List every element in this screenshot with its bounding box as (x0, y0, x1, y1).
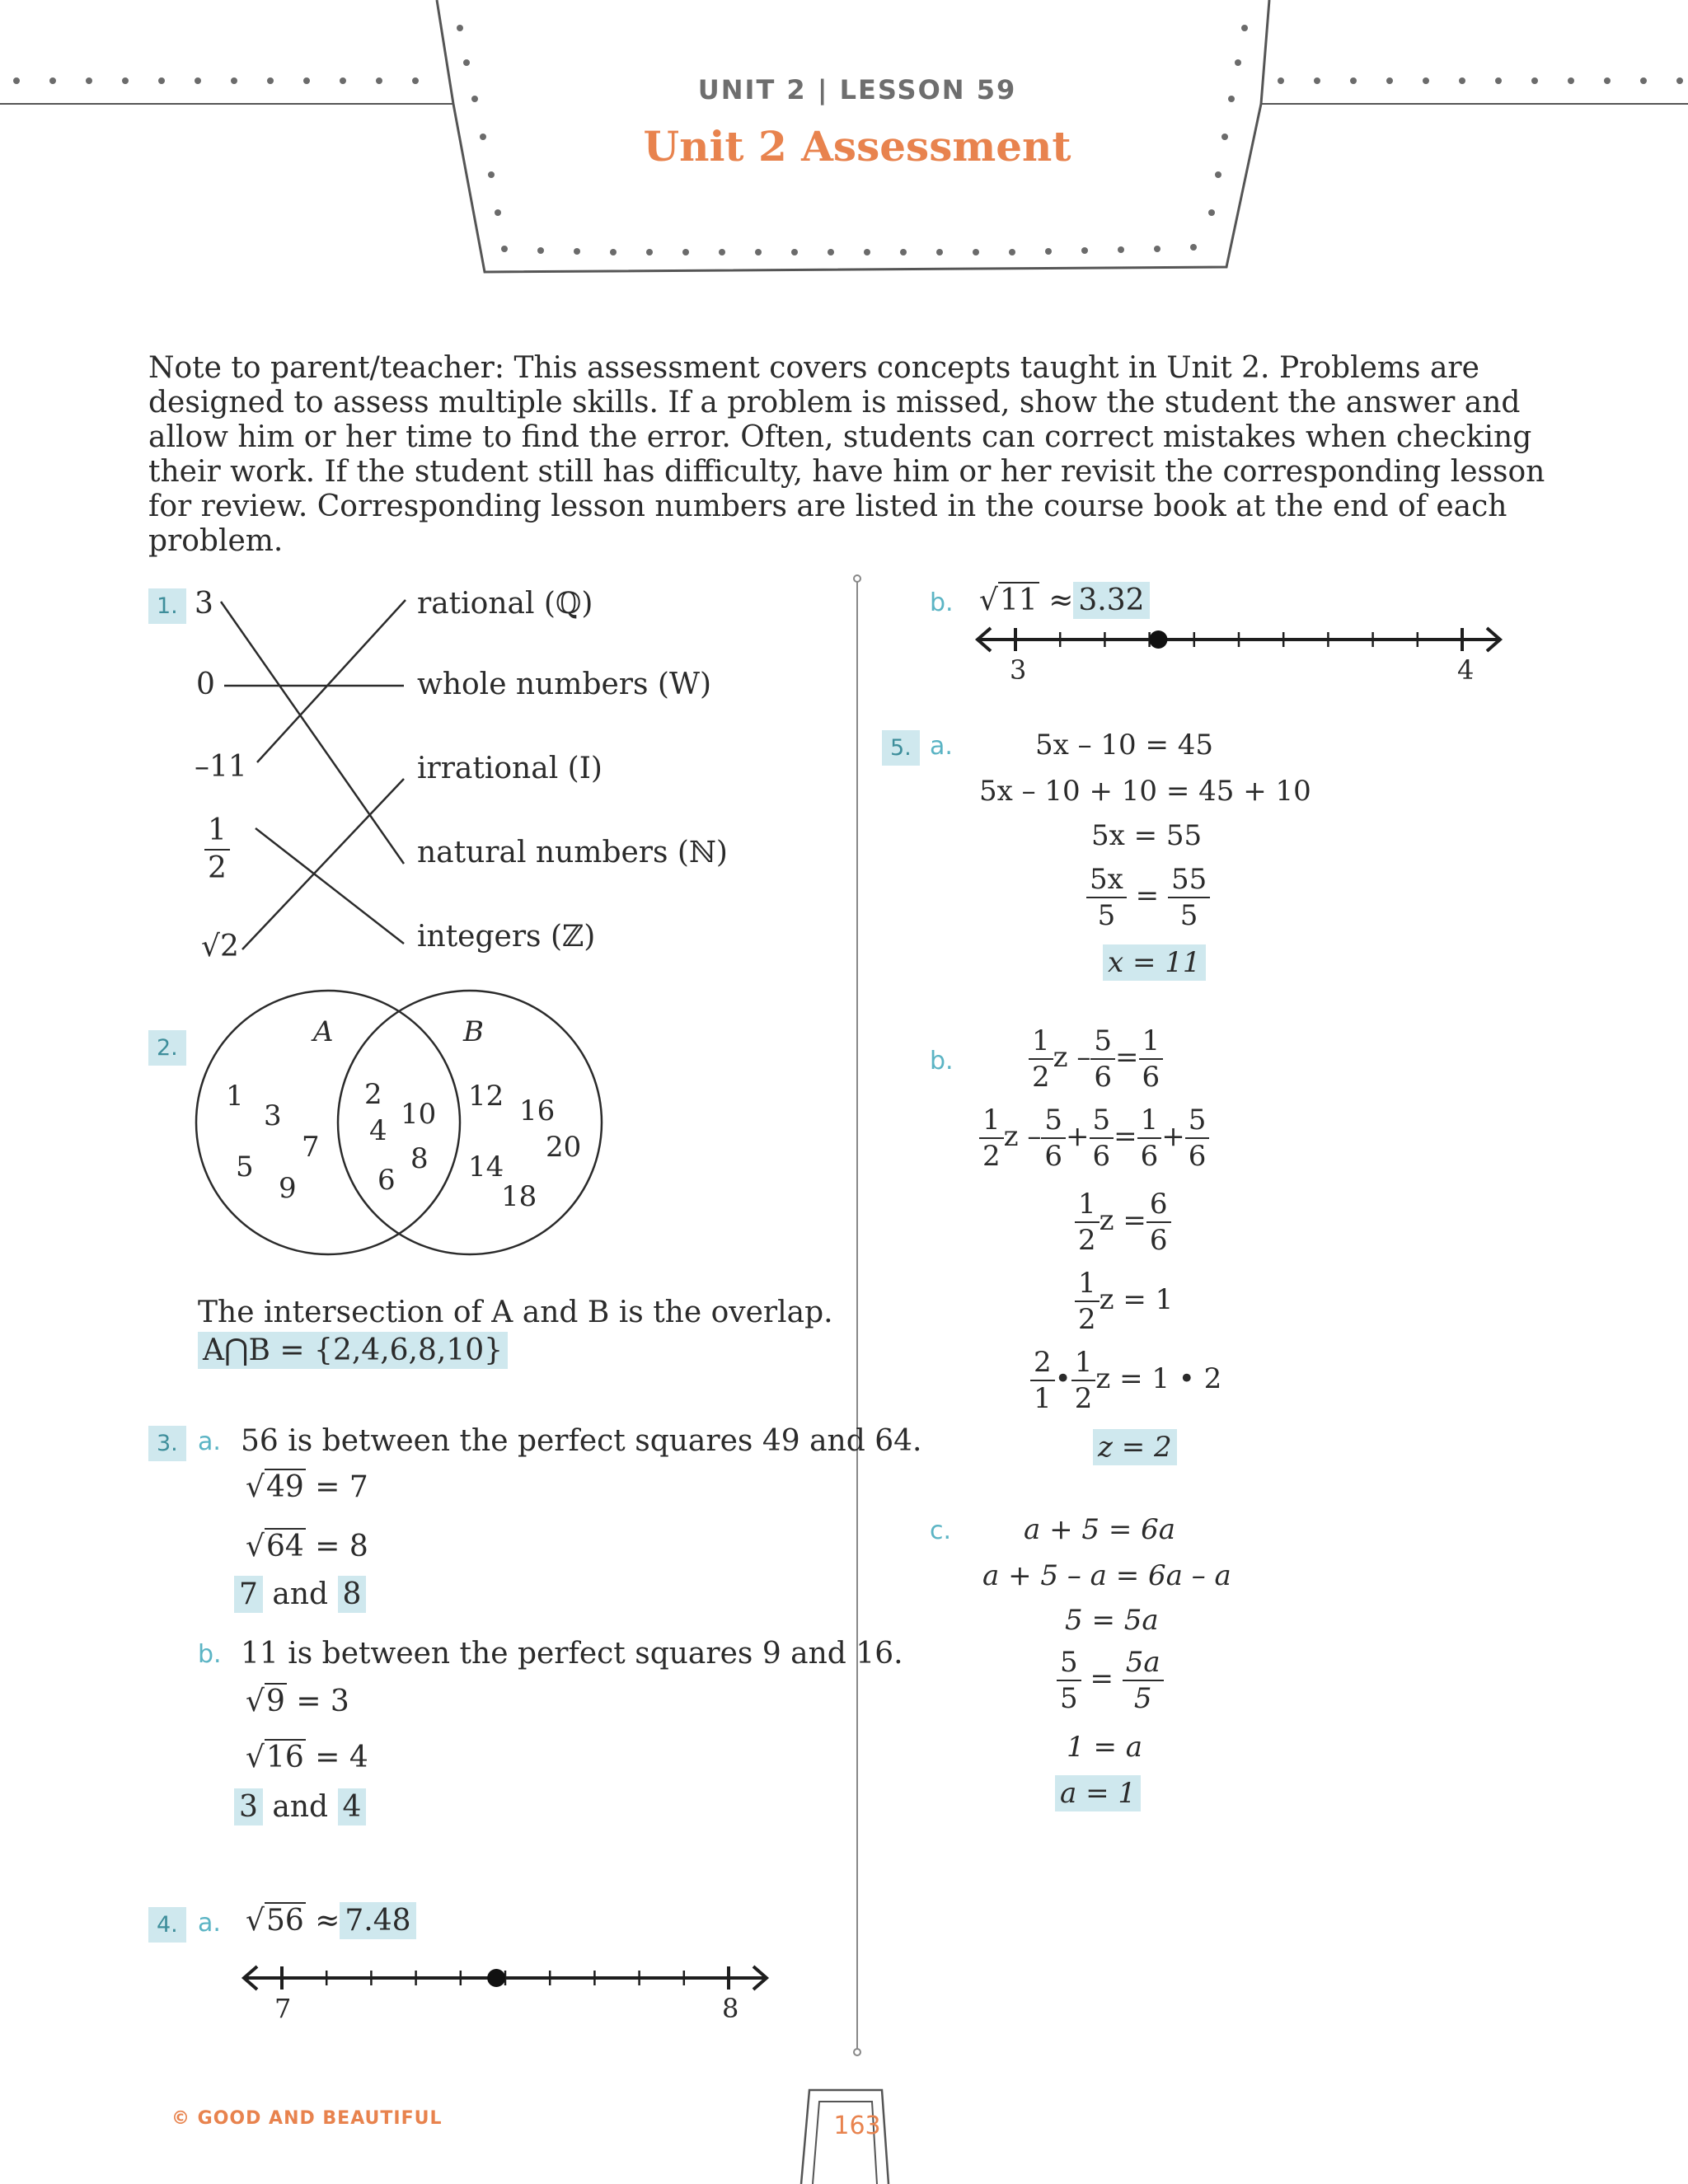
venn-both-4: 4 (369, 1114, 387, 1147)
note-paragraph: Note to parent/teacher: This assessment covers concepts taught in Unit 2. Problems are designed to assess multiple skills. If a problem is missed, show the student the answer and allow him or her time to find the error. Often, students can correct mistakes when checking their work. If the student still has difficulty, have him or her revisit the corresponding lesson for review. Corresponding lesson numbers are listed in the course book at the end of each problem. (148, 351, 1545, 558)
problem-2-number: 2. (148, 1030, 186, 1066)
footer-copyright: © GOOD AND BEAUTIFUL (171, 2108, 443, 2129)
p1-left-sqrt2: √2 (201, 930, 239, 963)
p3-a-root64: √64 = 8 (246, 1530, 368, 1563)
p5-a-label: a. (930, 732, 953, 761)
venn-a-1: 1 (226, 1080, 244, 1113)
p5-b-line1: $\frac{1}{2}$ z – $\frac{5}{6}$ = $\frac{1}{6}$ (1029, 1027, 1163, 1091)
unit-lesson-label: UNIT 2 | LESSON 59 (697, 74, 1017, 105)
p3-b-text: 11 is between the perfect squares 9 and 16. (241, 1637, 903, 1671)
page-title: Unit 2 Assessment (643, 122, 1071, 171)
p3-b-root9: √9 = 3 (246, 1685, 349, 1718)
p5-a-line1: 5x – 10 = 45 (1035, 729, 1214, 762)
p5-b-answer: z = 2 (1093, 1429, 1177, 1465)
venn-b-12: 12 (468, 1080, 504, 1113)
p1-right-irrational: irrational (I) (417, 752, 603, 785)
p5-b-label: b. (930, 1047, 954, 1076)
venn-a-3: 3 (264, 1099, 282, 1132)
venn-a-9: 9 (279, 1172, 297, 1205)
p5-c-label: c. (930, 1516, 952, 1545)
nl-4a-point (487, 1969, 505, 1987)
p5-b-line2: $\frac{1}{2}$ z – $\frac{5}{6}$ + $\frac{5}{6}$ = $\frac{1}{6}$ + $\frac{5}{6}$ (979, 1106, 1209, 1170)
venn-b-20: 20 (546, 1131, 582, 1164)
p3-b-root16: √16 = 4 (246, 1741, 368, 1774)
p1-matching-lines (214, 593, 412, 956)
p1-left-0: 0 (196, 668, 215, 701)
venn-b-18: 18 (501, 1180, 537, 1213)
p3-a-answer: 7 and 8 (234, 1577, 366, 1611)
venn-label-a: A (313, 1015, 334, 1048)
number-line-4a (239, 1958, 775, 1999)
p1-left-neg11: –11 (195, 750, 247, 784)
p3-a-label: a. (198, 1427, 221, 1456)
p2-statement: The intersection of A and B is the overlap. (198, 1296, 833, 1329)
problem-1-number: 1. (148, 588, 186, 624)
nl-4b-right-label: 4 (1457, 654, 1475, 686)
p4-a-expression: √56 ≈ 7.48 (246, 1904, 416, 1938)
p3-a-root49: √49 = 7 (246, 1470, 368, 1504)
number-line-4b (973, 620, 1508, 661)
nl-4a-left-label: 7 (274, 1993, 292, 2024)
problem-3-number: 3. (148, 1426, 186, 1461)
venn-both-6: 6 (377, 1164, 396, 1197)
p4-a-label: a. (198, 1909, 221, 1938)
p5-c-line2: a + 5 – a = 6a – a (982, 1559, 1231, 1592)
p5-c-fraction-line: $\frac{5}{5}$ = $\frac{5a}{5}$ (1057, 1648, 1164, 1713)
p1-left-half: $\frac{1}{2}$ (204, 816, 230, 883)
column-divider (849, 574, 865, 2057)
venn-both-2: 2 (364, 1078, 382, 1111)
nl-4a-right-label: 8 (722, 1993, 739, 2024)
p5-a-fraction-line: $\frac{5x}{5}$ = $\frac{55}{5}$ (1086, 865, 1210, 930)
p5-c-line1: a + 5 = 6a (1024, 1513, 1176, 1546)
p5-c-answer: a = 1 (1055, 1775, 1141, 1811)
p3-a-text: 56 is between the perfect squares 49 and 64. (241, 1424, 922, 1458)
venn-both-10: 10 (401, 1098, 437, 1131)
nl-4b-left-label: 3 (1010, 654, 1027, 686)
p1-right-rational: rational (ℚ) (417, 587, 593, 621)
p5-b-line4: $\frac{1}{2}$ z = 1 (1075, 1269, 1173, 1333)
page-number: 163 (833, 2111, 881, 2140)
venn-a-5: 5 (236, 1151, 254, 1183)
venn-a-7: 7 (302, 1131, 320, 1164)
p4-b-expression: √11 ≈ 3.32 (979, 583, 1150, 617)
p1-left-3: 3 (195, 587, 213, 621)
p5-c-line3: 5 = 5a (1065, 1604, 1159, 1637)
problem-4-number: 4. (148, 1907, 186, 1943)
venn-b-16: 16 (519, 1094, 556, 1127)
p1-right-natural: natural numbers (ℕ) (417, 836, 728, 869)
p1-right-whole: whole numbers (W) (417, 668, 712, 701)
venn-b-14: 14 (468, 1151, 504, 1183)
p5-b-line5: $\frac{2}{1}$ • $\frac{1}{2}$ z = 1 • 2 (1030, 1348, 1221, 1413)
venn-both-8: 8 (410, 1142, 429, 1175)
p4-b-label: b. (930, 588, 954, 617)
p5-a-answer: x = 11 (1103, 944, 1206, 981)
p5-c-line4: 1 = a (1067, 1731, 1143, 1764)
nl-4b-point (1149, 630, 1167, 649)
p5-a-line2: 5x – 10 + 10 = 45 + 10 (979, 775, 1311, 808)
p3-b-answer: 3 and 4 (234, 1790, 366, 1824)
p1-right-integers: integers (ℤ) (417, 920, 596, 954)
p5-a-line3: 5x = 55 (1091, 819, 1203, 852)
problem-5-number: 5. (882, 730, 920, 766)
p3-b-label: b. (198, 1640, 222, 1669)
p2-answer: A⋂B = {2,4,6,8,10} (198, 1332, 508, 1369)
venn-label-b: B (463, 1015, 484, 1048)
p5-b-line3: $\frac{1}{2}$ z = $\frac{6}{6}$ (1075, 1190, 1171, 1254)
